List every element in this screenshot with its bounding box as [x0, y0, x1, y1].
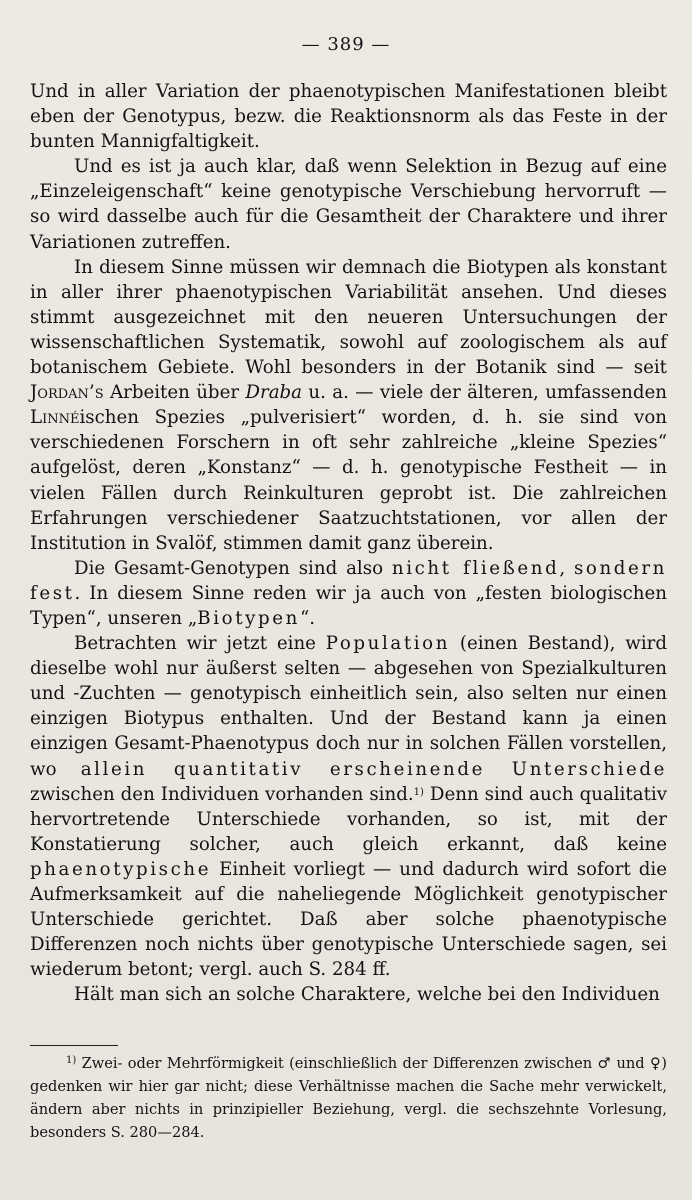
paragraph-5-text-c: zwischen den Individuen vorhanden sind. [30, 783, 414, 805]
paragraph-5-text-e: Einheit vorliegt — und dadurch wird sofort die Aufmerksamkeit auf die naheliegende Möglichkeit genotypischer Unterschiede gerichtet. Daß aber solche phaenotypische Differenzen noch nichts über genotypische Unterschiede sagen, sei wiederum betont; vergl. auch S. 284 ff. [30, 858, 667, 981]
paragraph-3-text-b: Arbeiten über [103, 382, 246, 404]
emphasis-biotypen: Biotypen [197, 607, 300, 629]
paragraph-3-text-d: ischen Spezies „pulverisiert“ worden, d. h. sie sind von verschiedenen Forschern in oft sehr zahlreiche „kleine Spezies“ aufgelöst, deren „Konstanz“ — d. h. genotypische Festheit — in vielen Fällen durch Reinkulturen geprobt ist. Die zahlreichen Erfahrungen verschiedener Saatzuchtstationen, vor allen der Institution in Svalöf, stimmen damit ganz überein. [30, 407, 667, 554]
footnote-paragraph [30, 1052, 667, 1144]
emphasis-population: Population [325, 633, 451, 655]
paragraph-3-text-c: u. a. — viele der älteren, umfassenden [302, 382, 668, 404]
emphasis-quantitativ: allein quantitativ erscheinende Unterschiede [80, 758, 667, 780]
emphasis-phaenotypische: phaenotypische [30, 858, 212, 880]
main-text [30, 79, 667, 1007]
paragraph-2: Und es ist ja auch klar, daß wenn Selektion in Bezug auf eine „Einzeleigenschaft“ keine genotypische Verschiebung hervorruft — so wird dasselbe auch für die Gesamtheit der Charaktere und ihrer Variationen zutreffen. [30, 156, 667, 253]
paragraph-3 [30, 255, 667, 556]
author-name-jordan: Jordan’s [30, 382, 104, 404]
emphasis-sondern-fest: sondern fest [30, 557, 667, 604]
page-number: — 389 — [301, 34, 391, 55]
paragraph-4-text-d: “. [299, 607, 316, 629]
paragraph-4-text-c: . In diesem Sinne reden wir ja auch von „festen biologischen Typen“, unseren „ [30, 582, 667, 629]
footnote-text: Zwei- oder Mehrförmigkeit (einschließlich der Differenzen zwischen ♂ und ♀) gedenken wir hier gar nicht; diese Verhältnisse machen die Sache mehr verwickelt, ändern aber nichts in prinzipieller Beziehung, vergl. die sechszehnte Vorlesung, besonders S. 280—284. [30, 1055, 667, 1141]
author-name-linne: Linné [30, 407, 80, 429]
footnote-mark: 1) [66, 1055, 77, 1066]
genus-name-draba: Draba [245, 382, 303, 404]
paragraph-5-text-d: Denn sind auch qualitativ hervortretende Unterschiede vorhanden, so ist, mit der Konstatierung solcher, auch gleich erkannt, daß keine [30, 783, 667, 855]
footnote-reference[interactable]: 1) [413, 786, 424, 798]
paragraph-1: Und in aller Variation der phaenotypischen Manifestationen bleibt eben der Genotypus, bezw. die Reaktionsnorm als das Feste in der bunten Mannigfaltigkeit. [30, 81, 667, 153]
paragraph-5 [30, 631, 667, 982]
footnote-divider [30, 1045, 118, 1046]
paragraph-6: Hält man sich an solche Charaktere, welche bei den Individuen [74, 984, 660, 1006]
paragraph-5-text-a: Betrachten wir jetzt eine [74, 633, 326, 655]
emphasis-nicht-fliessend: nicht fließend [391, 557, 560, 579]
paragraph-4-text-a: Die Gesamt-Genotypen sind also [74, 557, 392, 579]
paragraph-4-text-b: , [559, 557, 574, 579]
footnote [30, 1052, 667, 1144]
paragraph-3-text-a: In diesem Sinne müssen wir demnach die Biotypen als konstant in aller ihrer phaenotypischen Variabilität ansehen. Und dieses stimmt ausgezeichnet mit den neueren Untersuchungen der wissenschaftlichen Systematik, sowohl auf zoologischem als auf botanischem Gebiete. Wohl besonders in der Botanik sind — seit [30, 256, 667, 379]
paragraph-4 [30, 556, 667, 631]
paragraph-5-text-b: (einen Bestand), wird dieselbe wohl nur äußerst selten — abgesehen von Spezialkulturen und -Zuchten — genotypisch einheitlich sein, also selten nur einen einzigen Biotypus enthalten. Und der Bestand kann ja einen einzigen Gesamt-Phaenotypus doch nur in solchen Fällen vorstellen, wo [30, 633, 667, 780]
